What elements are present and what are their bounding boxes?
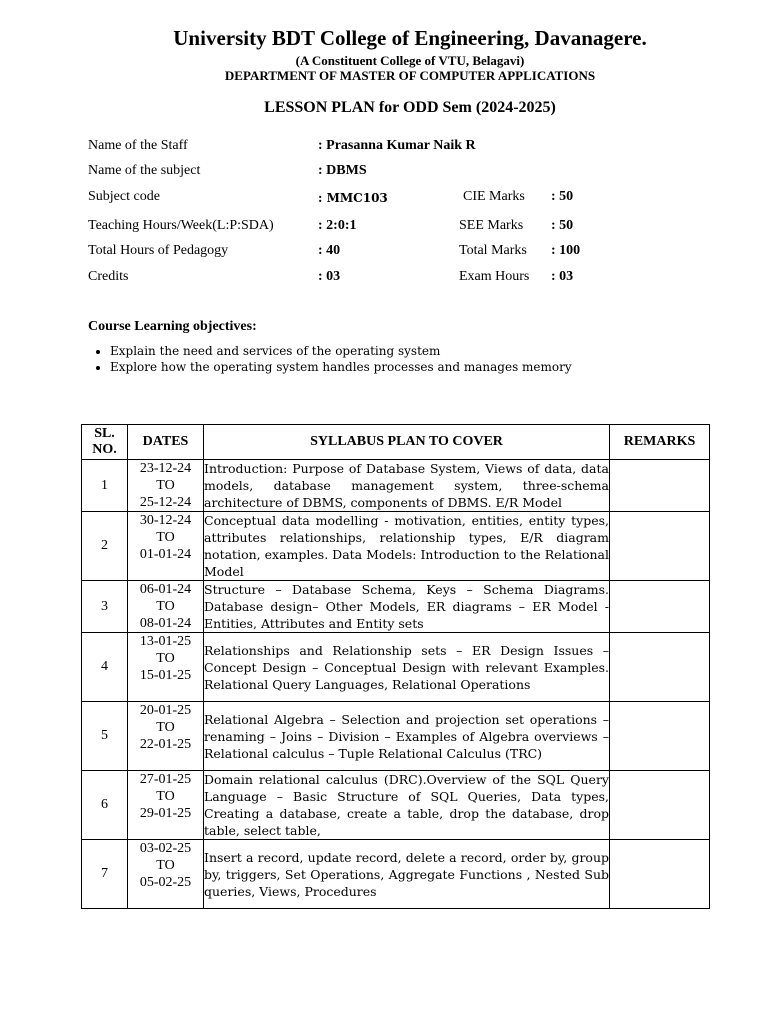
row-syllabus-plan: Structure – Database Schema, Keys – Schema Diagrams. Database design– Other Models, ER diagrams – ER Model - Entities, Attributes and Entity sets bbox=[204, 582, 609, 631]
teaching-hours-value: : 2:0:1 bbox=[318, 218, 357, 233]
cie-marks-label: CIE Marks bbox=[463, 189, 525, 204]
row-remarks bbox=[610, 460, 710, 512]
col-header-dates: DATES bbox=[128, 425, 204, 460]
date-to-word: TO bbox=[156, 478, 175, 493]
department-name: DEPARTMENT OF MASTER OF COMPUTER APPLICATIONS bbox=[224, 68, 596, 83]
table-row bbox=[82, 512, 710, 581]
row-dates bbox=[128, 840, 204, 909]
date-to: 01-01-24 bbox=[139, 547, 192, 562]
objectives-heading: Course Learning objectives: bbox=[88, 319, 257, 334]
row-remarks bbox=[610, 702, 710, 771]
row-remarks bbox=[610, 840, 710, 909]
lesson-plan-title: LESSON PLAN for ODD Sem (2024-2025) bbox=[264, 99, 556, 116]
date-to-word: TO bbox=[156, 858, 175, 873]
date-from: 20-01-25 bbox=[139, 703, 192, 718]
staff-label: Name of the Staff bbox=[88, 138, 188, 153]
row-remarks bbox=[610, 581, 710, 633]
table-header-row bbox=[82, 425, 710, 460]
constituent-line: (A Constituent College of VTU, Belagavi) bbox=[295, 53, 525, 68]
row-dates bbox=[128, 512, 204, 581]
row-dates bbox=[128, 702, 204, 771]
total-marks-value: : 100 bbox=[551, 243, 581, 258]
date-from: 13-01-25 bbox=[139, 634, 192, 649]
row-remarks bbox=[610, 512, 710, 581]
objective-item: • Explore how the operating system handles processes and manages memory bbox=[110, 359, 572, 375]
exam-hours-value: : 03 bbox=[551, 269, 574, 284]
row-remarks bbox=[610, 771, 710, 840]
row-syllabus-plan: Relational Algebra – Selection and projection set operations – renaming – Joins – Division – Examples of Algebra overviews – Relational calculus – Tuple Relational Calculus (TRC) bbox=[204, 702, 610, 771]
objectives-list bbox=[88, 343, 572, 375]
table-row bbox=[82, 460, 710, 512]
subject-code-label: Subject code bbox=[88, 189, 160, 204]
see-marks-label: SEE Marks bbox=[459, 218, 524, 233]
total-marks-label: Total Marks bbox=[459, 243, 527, 258]
cie-marks-value: : 50 bbox=[551, 189, 574, 204]
subject-value: : DBMS bbox=[318, 163, 367, 178]
row-syllabus-plan: Insert a record, update record, delete a record, order by, group by, triggers, Set Operations, Aggregate Functions , Nested Sub queries, Views, Procedures bbox=[204, 840, 610, 909]
lesson-plan-table bbox=[81, 424, 710, 909]
college-name: University BDT College of Engineering, Davanagere. bbox=[173, 26, 647, 50]
table-row bbox=[82, 840, 710, 909]
row-number: 4 bbox=[82, 633, 128, 702]
date-to: 15-01-25 bbox=[139, 668, 192, 683]
see-marks-value: : 50 bbox=[551, 218, 574, 233]
date-to-word: TO bbox=[156, 789, 175, 804]
date-from: 06-01-24 bbox=[139, 582, 192, 597]
date-to-word: TO bbox=[156, 599, 175, 614]
credits-label: Credits bbox=[88, 269, 129, 284]
row-remarks bbox=[610, 633, 710, 702]
date-to: 29-01-25 bbox=[139, 806, 192, 821]
row-syllabus-plan: Relationships and Relationship sets – ER Design Issues – Concept Design – Conceptual Design with relevant Examples. Relational Query Languages, Relational Operations bbox=[204, 633, 610, 702]
teaching-hours-label: Teaching Hours/Week(L:P:SDA) bbox=[88, 218, 274, 233]
table-row bbox=[82, 702, 710, 771]
table-row bbox=[82, 633, 710, 702]
row-dates bbox=[128, 460, 204, 512]
row-number: 3 bbox=[82, 581, 128, 633]
date-from: 23-12-24 bbox=[139, 461, 192, 476]
subject-label: Name of the subject bbox=[88, 163, 201, 178]
row-number: 2 bbox=[82, 512, 128, 581]
row-syllabus-plan: Introduction: Purpose of Database System, Views of data, data models, database management system, three-schema architecture of DBMS, components of DBMS. E/R Model bbox=[204, 461, 609, 510]
date-from: 27-01-25 bbox=[139, 772, 192, 787]
pedagogy-hours-label: Total Hours of Pedagogy bbox=[88, 243, 229, 258]
row-dates bbox=[128, 771, 204, 840]
objective-item: • Explain the need and services of the operating system bbox=[110, 343, 572, 359]
pedagogy-hours-value: : 40 bbox=[318, 243, 341, 258]
col-header-syllabus-plan: SYLLABUS PLAN TO COVER bbox=[204, 425, 610, 460]
row-number: 6 bbox=[82, 771, 128, 840]
credits-value: : 03 bbox=[318, 269, 341, 284]
date-to-word: TO bbox=[156, 720, 175, 735]
row-dates bbox=[128, 633, 204, 702]
row-syllabus-plan: Conceptual data modelling - motivation, entities, entity types, attributes relationships, relationship types, E/R diagram notation, examples. Data Models: Introduction to the Relational Model bbox=[204, 513, 609, 579]
col-header-sl-no: SL. NO. bbox=[82, 425, 128, 460]
staff-value: : Prasanna Kumar Naik R bbox=[318, 138, 476, 153]
date-from: 30-12-24 bbox=[139, 513, 192, 528]
subject-code-value: : MMC103 bbox=[318, 191, 388, 205]
exam-hours-label: Exam Hours bbox=[459, 269, 530, 284]
date-to-word: TO bbox=[156, 530, 175, 545]
table-row bbox=[82, 771, 710, 840]
col-header-remarks: REMARKS bbox=[610, 425, 710, 460]
row-syllabus-plan: Domain relational calculus (DRC).Overview of the SQL Query Language – Basic Structure of SQL Queries, Data types, Creating a database, create a table, drop the database, drop table, select table, bbox=[204, 772, 609, 838]
date-from: 03-02-25 bbox=[139, 841, 192, 856]
date-to-word: TO bbox=[156, 651, 175, 666]
date-to: 05-02-25 bbox=[139, 875, 192, 890]
row-dates bbox=[128, 581, 204, 633]
table-row bbox=[82, 581, 710, 633]
date-to: 22-01-25 bbox=[139, 737, 192, 752]
row-number: 7 bbox=[82, 840, 128, 909]
date-to: 08-01-24 bbox=[139, 616, 192, 631]
date-to: 25-12-24 bbox=[139, 495, 192, 510]
row-number: 1 bbox=[82, 460, 128, 512]
row-number: 5 bbox=[82, 702, 128, 771]
